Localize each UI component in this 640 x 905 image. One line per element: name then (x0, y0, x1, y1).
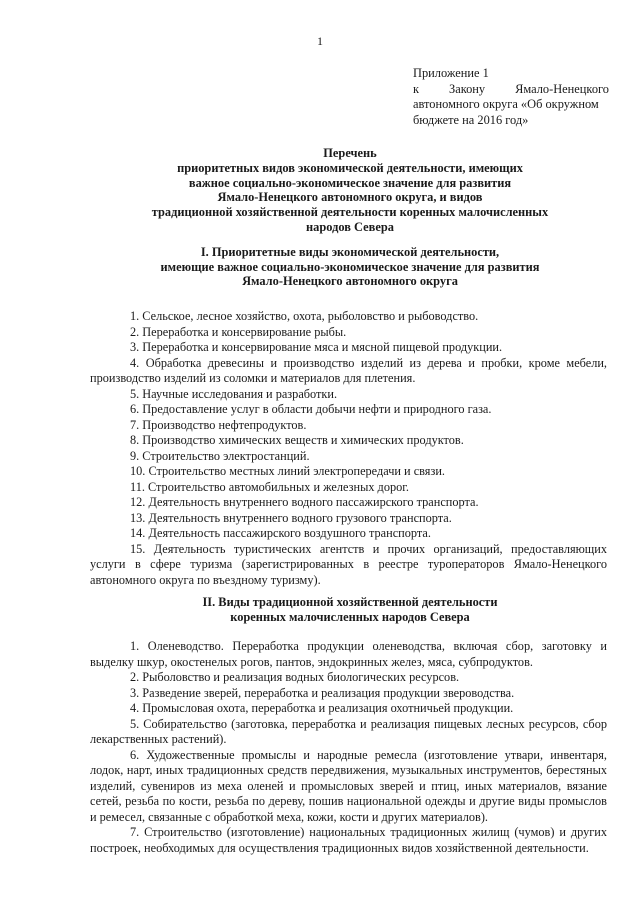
section-heading-line: Ямало-Ненецкого автономного округа (242, 274, 458, 289)
list-item: 6. Предоставление услуг в области добычи нефти и природного газа. (130, 402, 492, 416)
list-item: 3. Переработка и консервирование мяса и мясной пищевой продукции. (130, 340, 503, 354)
list-item: 2. Рыболовство и реализация водных биологических ресурсов. (130, 670, 460, 684)
list-item: 6. Художественные промыслы и народные ремесла (изготовление утвари, инвентаря, лодок, нарт, иных традиционных средств передвижения, музыкальных инструментов, берестяных изделий, сувениров из меха оленей и промысловых зверей и птиц, иных материалов, вязание сетей, резьба по кости, резьба по дереву, пошив национальной одежды и другие виды промыслов и ремесел, связанные с обработкой меха, кожи, кости и других материалов). (90, 747, 607, 824)
page-number: 1 (317, 34, 323, 48)
list-item: 5. Научные исследования и разработки. (130, 386, 338, 401)
list-item: 7. Производство нефтепродуктов. (130, 417, 307, 432)
list-item: 4. Обработка древесины и производство изделий из дерева и пробки, кроме мебели, производство изделий из соломки и материалов для плетения. (90, 355, 607, 385)
list-item: 3. Разведение зверей, переработка и реализация продукции звероводства. (130, 685, 515, 700)
appendix-line: автономного округа «Об окружном (413, 97, 599, 111)
list-item: 15. Деятельность туристических агентств и прочих организаций, предоставляющих услуги в сфере туризма (зарегистрированных в реестре туроператоров Ямало-Ненецкого автономного округа по въездному туризму). (90, 541, 607, 587)
section-heading-line: II. Виды традиционной хозяйственной деятельности (202, 595, 498, 609)
list-item: 1. Сельское, лесное хозяйство, охота, рыболовство и рыбоводство. (130, 309, 479, 323)
list-item: 13. Деятельность внутреннего водного грузового транспорта. (130, 510, 452, 525)
list-item: 5. Собирательство (заготовка, переработка и реализация пищевых лесных ресурсов, сбор лекарственных растений). (90, 716, 607, 746)
list-item: 9. Строительство электростанций. (130, 448, 310, 463)
section-heading-line: коренных малочисленных народов Севера (230, 609, 470, 624)
list-item: 12. Деятельность внутреннего водного пассажирского транспорта. (130, 495, 479, 509)
section-2-heading (100, 595, 600, 624)
title-line: народов Севера (306, 219, 394, 234)
section-2-list (90, 639, 607, 856)
list-item: 1. Оленеводство. Переработка продукции оленеводства, включая сбор, заготовку и выделку шкур, окостенелых рогов, пантов, эндокринных желез, мяса, субпродуктов. (90, 639, 607, 669)
list-item: 8. Производство химических веществ и химических продуктов. (130, 433, 464, 447)
title-line: Перечень (323, 146, 377, 160)
appendix-word: к (413, 81, 420, 96)
list-item: 4. Промысловая охота, переработка и реализация охотничьей продукции. (130, 701, 514, 715)
document-title (100, 146, 600, 235)
appendix-line: Приложение 1 (413, 66, 489, 80)
list-item: 11. Строительство автомобильных и железных дорог. (130, 479, 409, 494)
section-1-list (90, 309, 607, 588)
section-heading-line: имеющие важное социально-экономическое значение для развития (160, 259, 540, 274)
appendix-word: Закону (449, 81, 486, 96)
title-line: Ямало-Ненецкого автономного округа, и видов (217, 190, 483, 205)
appendix-line (413, 82, 609, 98)
title-line: приоритетных видов экономической деятельности, имеющих (177, 160, 523, 175)
list-item: 10. Строительство местных линий электропередачи и связи. (130, 464, 445, 478)
title-line: традиционной хозяйственной деятельности коренных малочисленных (151, 205, 549, 220)
title-line: важное социально-экономическое значение для развития (188, 175, 512, 190)
section-heading-line: I. Приоритетные виды экономической деятельности, (200, 245, 500, 259)
list-item: 7. Строительство (изготовление) национальных традиционных жилищ (чумов) и других построек, необходимых для осуществления традиционных видов хозяйственной деятельности. (90, 825, 607, 855)
appendix-header (413, 66, 609, 128)
list-item: 2. Переработка и консервирование рыбы. (130, 324, 347, 339)
section-1-heading (100, 245, 600, 289)
appendix-line: бюджете на 2016 год» (413, 112, 529, 127)
appendix-word: Ямало-Ненецкого (515, 81, 609, 96)
list-item: 14. Деятельность пассажирского воздушного транспорта. (130, 526, 431, 540)
